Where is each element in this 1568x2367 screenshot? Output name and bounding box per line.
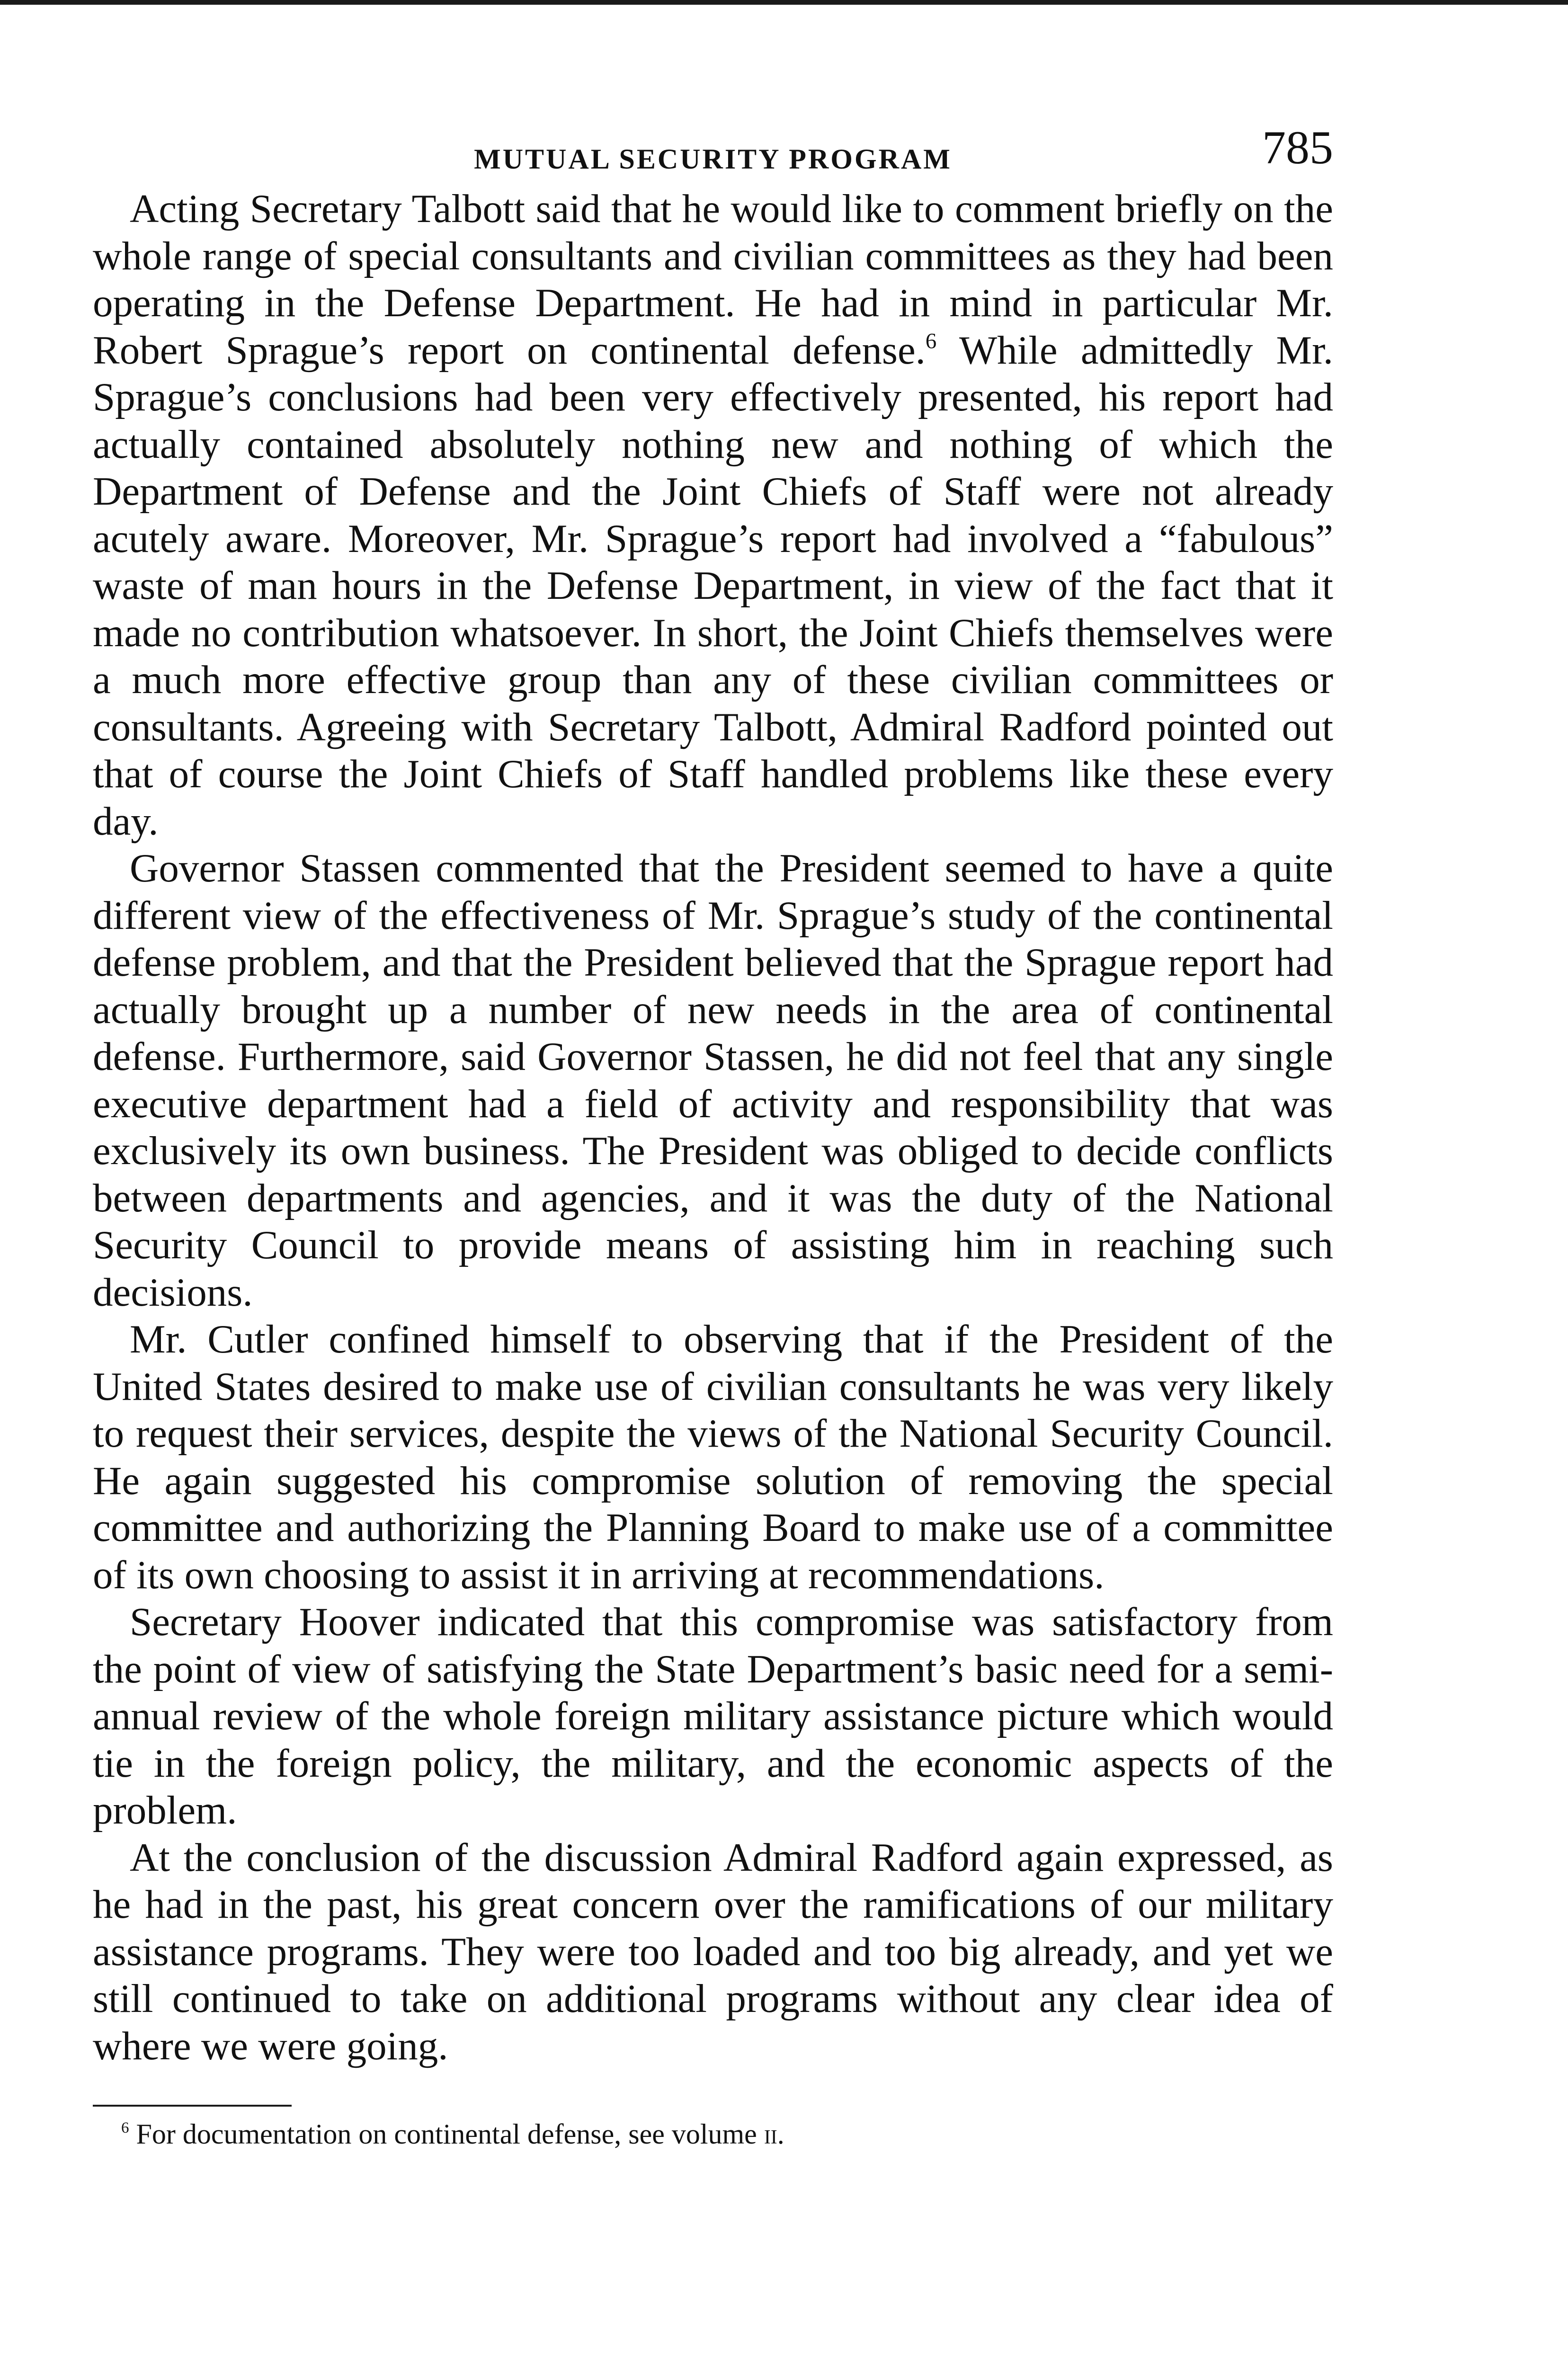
paragraph-stassen <box>93 845 1333 1316</box>
paragraph-talbott <box>93 186 1333 845</box>
footnote <box>93 2116 1333 2152</box>
paragraph-radford <box>93 1834 1333 2070</box>
footnote-end: . <box>777 2118 784 2150</box>
paragraph-text: At the conclusion of the discussion Admiral Radford again expressed, as he had in the past, his great concern over the ramifications of our military assistance programs. They were too loaded and too big already, and yet we still continued to take on additional programs without any clear idea of where we were going. <box>93 1835 1333 2068</box>
running-title: MUTUAL SECURITY PROGRAM <box>474 143 952 175</box>
document-page <box>93 121 1333 2152</box>
footnote-text: For documentation on continental defense, see volume <box>129 2118 764 2150</box>
paragraph-text: Acting Secretary Talbott said that he would like to comment briefly on the whole range of special consultants and civilian committees as they had been operating in the Defense Department. He had in mind in particular Mr. Robert Sprague’s report on continental defense. <box>93 187 1333 373</box>
footnote-reference: 6 <box>925 328 937 353</box>
top-edge-rule <box>0 0 1568 5</box>
running-head <box>93 121 1333 186</box>
footnote-marker: 6 <box>121 2119 129 2136</box>
paragraph-text: Mr. Cutler confined himself to observing that if the President of the United States desired to make use of civilian consultants he was very likely to request their services, despite the views of the National Security Council. He again suggested his compromise solution of removing the special committee and authorizing the Planning Board to make use of a committee of its own choosing to assist it in arriving at recommendations. <box>93 1317 1333 1597</box>
footnote-volume: ii <box>764 2118 777 2150</box>
paragraph-text-continued: While admittedly Mr. Sprague’s conclusions had been very effectively presented, his report had actually contained absolutely nothing new and nothing of which the Department of Defense and the Joint Chiefs of Staff were not already acutely aware. Moreover, Mr. Sprague’s report had involved a “fabulous” waste of man hours in the Defense Department, in view of the fact that it made no contribution whatsoever. In short, the Joint Chiefs themselves were a much more effective group than any of these civilian committees or consultants. Agreeing with Secretary Talbott, Admiral Radford pointed out that of course the Joint Chiefs of Staff handled problems like these every day. <box>93 328 1333 844</box>
footnote-separator <box>93 2105 292 2107</box>
paragraph-text: Secretary Hoover indicated that this compromise was satisfactory from the point of view of satisfying the State Department’s basic need for a semi-annual review of the whole foreign military assistance picture which would tie in the foreign policy, the military, and the economic aspects of the problem. <box>93 1600 1333 1833</box>
paragraph-cutler <box>93 1316 1333 1599</box>
paragraph-text: Governor Stassen commented that the President seemed to have a quite different view of the effectiveness of Mr. Sprague’s study of the continental defense problem, and that the President believed that the Sprague report had actually brought up a number of new needs in the area of continental defense. Furthermore, said Governor Stassen, he did not feel that any single executive department had a field of activity and responsibility that was exclusively its own business. The President was obliged to decide conflicts between departments and agencies, and it was the duty of the National Security Council to provide means of assisting him in reaching such decisions. <box>93 846 1333 1315</box>
body-text <box>93 186 1333 2070</box>
paragraph-hoover <box>93 1599 1333 1834</box>
page-number: 785 <box>1262 121 1333 174</box>
